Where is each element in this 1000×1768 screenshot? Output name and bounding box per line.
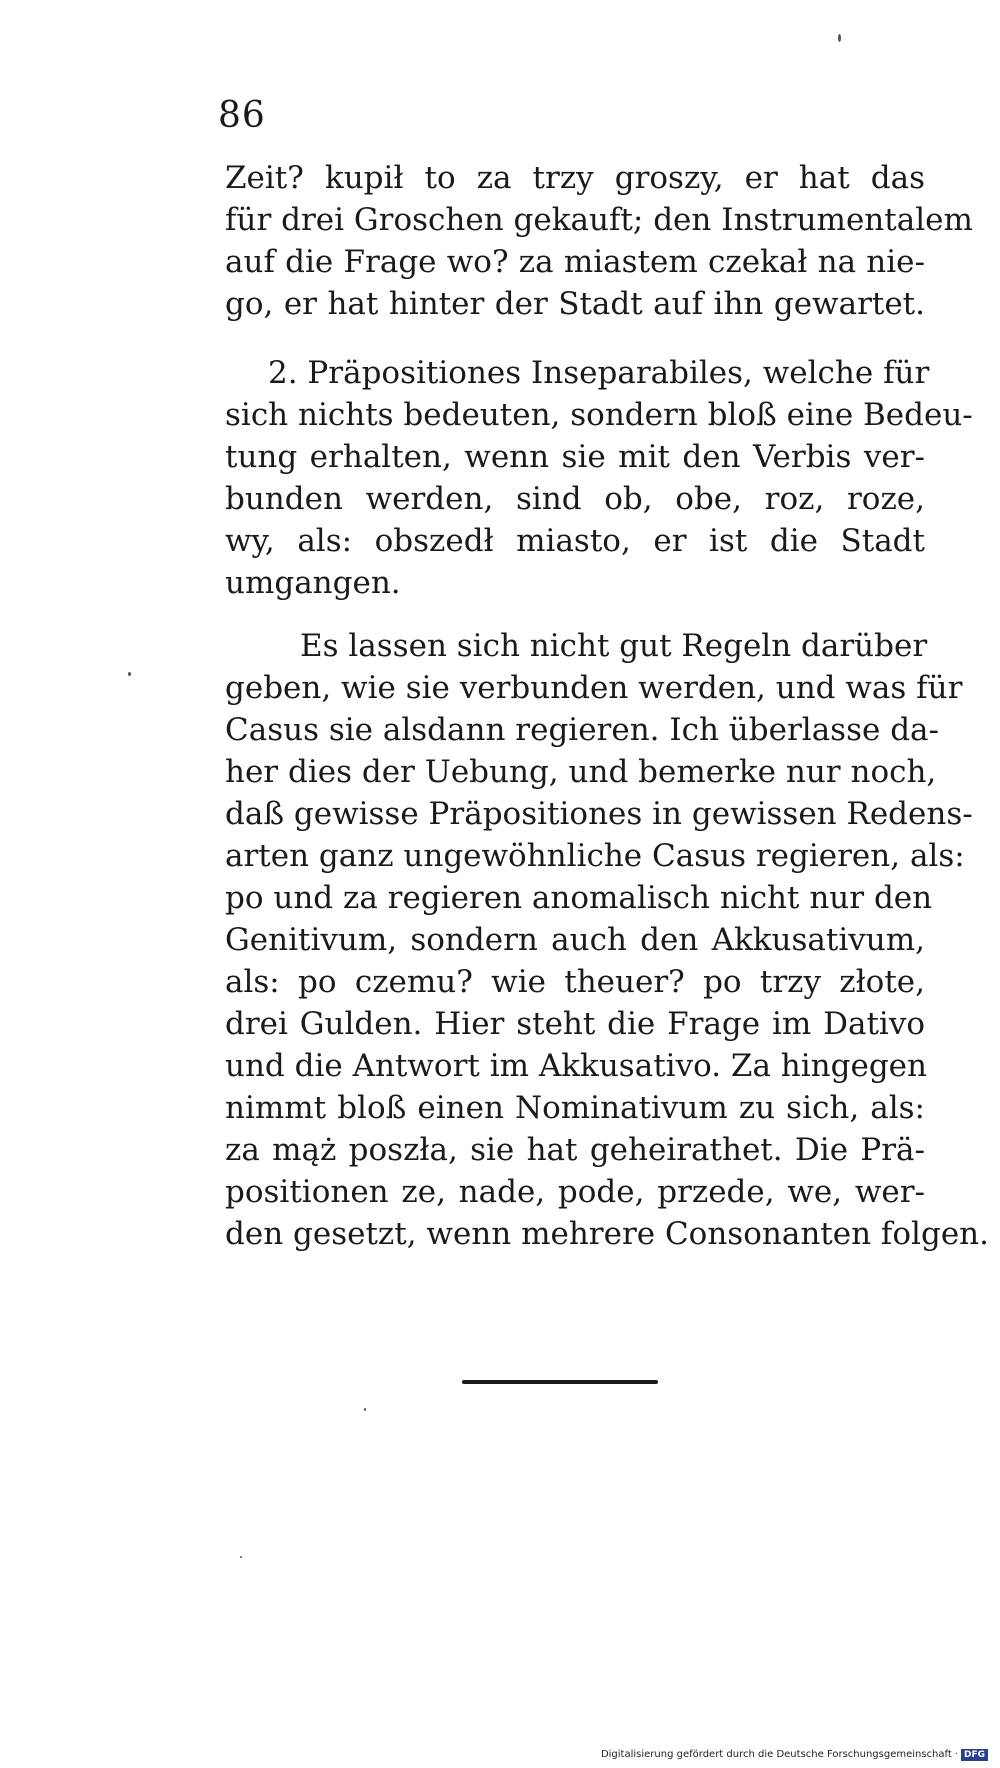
text-line: für drei Groschen gekauft; den Instrumentalem [225,202,973,238]
text-line: daß gewisse Präpositiones in gewissen Redens- [225,796,973,832]
text-line: bunden werden, sind ob, obe, roz, roze, [225,481,925,517]
text-line: her dies der Uebung, und bemerke nur noch, [225,754,937,790]
text-line: Casus sie alsdann regieren. Ich überlasse da- [225,712,939,748]
text-line: auf die Frage wo? za miastem czekał na nie- [225,244,925,280]
text-line: sich nichts bedeuten, sondern bloß eine Bedeu- [225,397,973,433]
text-line: umgangen. [225,565,401,601]
text-line: drei Gulden. Hier steht die Frage im Dativo [225,1006,925,1042]
text-line: arten ganz ungewöhnliche Casus regieren, als: [225,838,965,874]
text-line: za mąż poszła, sie hat geheirathet. Die Prä- [225,1132,925,1168]
text-line: wy, als: obszedł miasto, er ist die Stadt [225,523,925,559]
footer-credit: Digitalisierung gefördert durch die Deutsche Forschungsgemeinschaft · DFG [601,1748,988,1762]
text-line: den gesetzt, wenn mehrere Consonanten folgen. [225,1216,989,1252]
text-line: po und za regieren anomalisch nicht nur den [225,880,933,916]
page-number: 86 [218,95,266,136]
footer-text: Digitalisierung gefördert durch die Deutsche Forschungsgemeinschaft [600,1749,952,1760]
text-line: tung erhalten, wenn sie mit den Verbis ver- [225,439,925,475]
scan-speck [364,1408,366,1411]
text-line: als: po czemu? wie theuer? po trzy złote, [225,964,925,1000]
text-line: 2. Präpositiones Inseparabiles, welche für [268,355,930,391]
end-rule [462,1380,658,1384]
text-line: go, er hat hinter der Stadt auf ihn gewartet. [225,286,925,322]
text-line: Es lassen sich nicht gut Regeln darüber [300,628,928,664]
scan-speck [838,34,841,42]
text-line: geben, wie sie verbunden werden, und was für [225,670,963,706]
dfg-logo: DFG [961,1749,988,1761]
scan-speck [128,672,131,676]
text-line: und die Antwort im Akkusativo. Za hingegen [225,1048,927,1084]
scan-speck [240,1556,242,1558]
text-line: nimmt bloß einen Nominativum zu sich, als: [225,1090,925,1126]
text-line: positionen ze, nade, pode, przede, we, wer- [225,1174,925,1210]
text-line: Genitivum, sondern auch den Akkusativum, [225,922,925,958]
text-line: Zeit? kupił to za trzy groszy, er hat das [225,160,925,196]
